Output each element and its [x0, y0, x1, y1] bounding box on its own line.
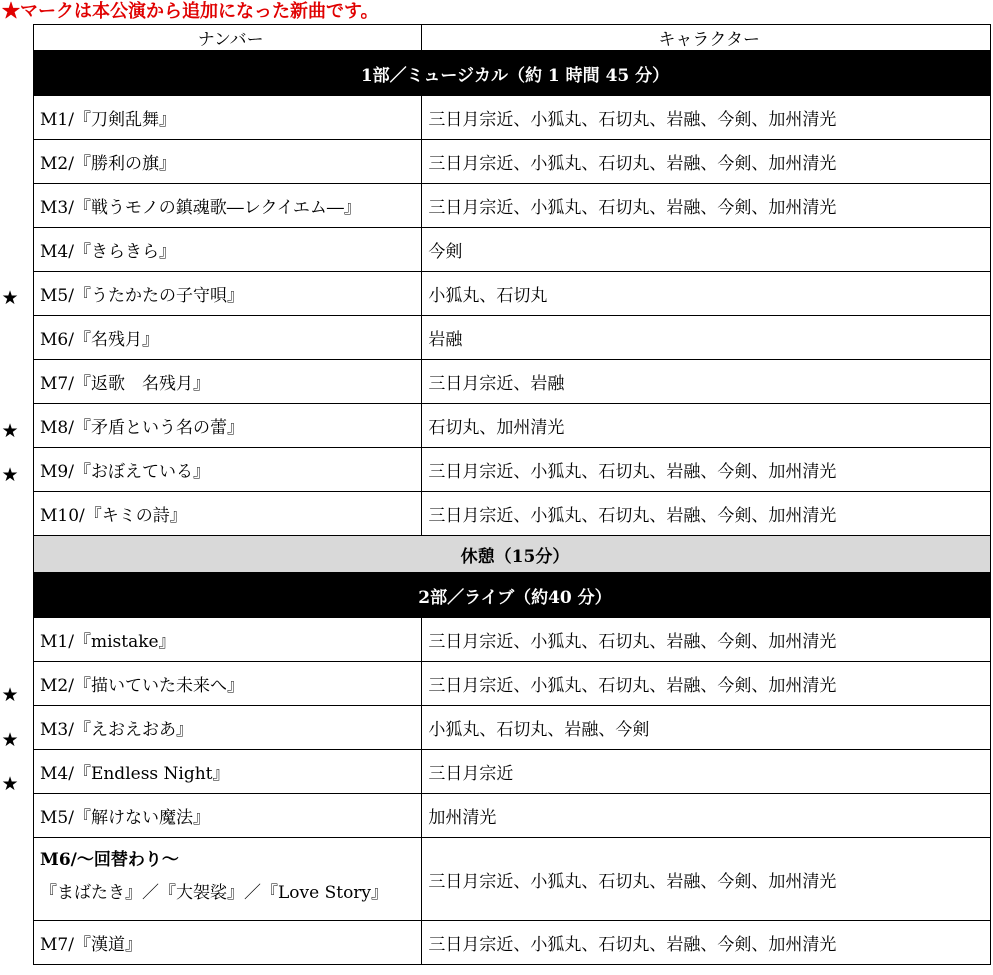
song-number: M1/『mistake』 [34, 618, 422, 662]
song-number: M4/『きらきら』 [34, 228, 422, 272]
table-row [34, 140, 991, 184]
intermission-row [34, 536, 991, 573]
song-number: M5/『解けない魔法』 [34, 794, 422, 838]
table-row [34, 96, 991, 140]
header-character: キャラクター [422, 25, 991, 51]
song-characters: 三日月宗近、小狐丸、石切丸、岩融、今剣、加州清光 [422, 140, 991, 184]
song-characters: 石切丸、加州清光 [422, 404, 991, 448]
song-characters: 三日月宗近、小狐丸、石切丸、岩融、今剣、加州清光 [422, 492, 991, 536]
table-row [34, 838, 991, 921]
song-number: M8/『矛盾という名の蕾』 [34, 404, 422, 448]
part2-title: 2部／ライブ（約40 分） [34, 573, 991, 618]
table-row [34, 316, 991, 360]
song-characters: 今剣 [422, 228, 991, 272]
table-row [34, 360, 991, 404]
table-row [34, 272, 991, 316]
table-header-row [34, 25, 991, 51]
song-characters: 小狐丸、石切丸、岩融、今剣 [422, 706, 991, 750]
song-number [34, 838, 422, 921]
song-characters: 三日月宗近、小狐丸、石切丸、岩融、今剣、加州清光 [422, 838, 991, 921]
song-characters: 三日月宗近、小狐丸、石切丸、岩融、今剣、加州清光 [422, 448, 991, 492]
table-row [34, 706, 991, 750]
table-row [34, 750, 991, 794]
part2-section-row [34, 573, 991, 618]
table-row [34, 228, 991, 272]
new-song-note: ★マークは本公演から追加になった新曲です。 [2, 1, 379, 22]
song-characters: 三日月宗近、小狐丸、石切丸、岩融、今剣、加州清光 [422, 96, 991, 140]
setlist-table [33, 24, 991, 965]
new-song-star-p1-m8: ★ [1, 420, 19, 442]
header-number: ナンバー [34, 25, 422, 51]
part1-section-row [34, 51, 991, 96]
table-row [34, 662, 991, 706]
song-number-line1: M6/～回替わり～ [40, 850, 179, 870]
song-number: M4/『Endless Night』 [34, 750, 422, 794]
song-characters: 三日月宗近 [422, 750, 991, 794]
song-number: M7/『漢道』 [34, 921, 422, 965]
song-characters: 三日月宗近、小狐丸、石切丸、岩融、今剣、加州清光 [422, 921, 991, 965]
song-number: M1/『刀剣乱舞』 [34, 96, 422, 140]
song-number: M3/『えおえおあ』 [34, 706, 422, 750]
song-number: M3/『戦うモノの鎮魂歌―レクイエム―』 [34, 184, 422, 228]
new-song-star-p2-m3: ★ [1, 729, 19, 751]
song-characters: 三日月宗近、小狐丸、石切丸、岩融、今剣、加州清光 [422, 184, 991, 228]
song-characters: 三日月宗近、小狐丸、石切丸、岩融、今剣、加州清光 [422, 618, 991, 662]
table-row [34, 921, 991, 965]
song-characters: 小狐丸、石切丸 [422, 272, 991, 316]
new-song-star-p1-m9: ★ [1, 464, 19, 486]
new-song-star-p2-m2: ★ [1, 684, 19, 706]
song-characters: 岩融 [422, 316, 991, 360]
song-number-line2: 『まばたき』／『大袈裟』／『Love Story』 [40, 883, 389, 903]
table-row [34, 794, 991, 838]
song-number: M2/『勝利の旗』 [34, 140, 422, 184]
song-number: M9/『おぼえている』 [34, 448, 422, 492]
song-number: M10/『キミの詩』 [34, 492, 422, 536]
table-row [34, 184, 991, 228]
table-row [34, 448, 991, 492]
intermission-label: 休憩（15分） [34, 536, 991, 573]
table-row [34, 492, 991, 536]
song-number: M6/『名残月』 [34, 316, 422, 360]
new-song-star-p2-m4: ★ [1, 773, 19, 795]
table-row [34, 618, 991, 662]
song-number: M5/『うたかたの子守唄』 [34, 272, 422, 316]
song-characters: 三日月宗近、岩融 [422, 360, 991, 404]
song-number: M7/『返歌 名残月』 [34, 360, 422, 404]
song-characters: 加州清光 [422, 794, 991, 838]
new-song-star-p1-m5: ★ [1, 287, 19, 309]
song-characters: 三日月宗近、小狐丸、石切丸、岩融、今剣、加州清光 [422, 662, 991, 706]
table-row [34, 404, 991, 448]
song-number: M2/『描いていた未来へ』 [34, 662, 422, 706]
part1-title: 1部／ミュージカル（約 1 時間 45 分） [34, 51, 991, 96]
